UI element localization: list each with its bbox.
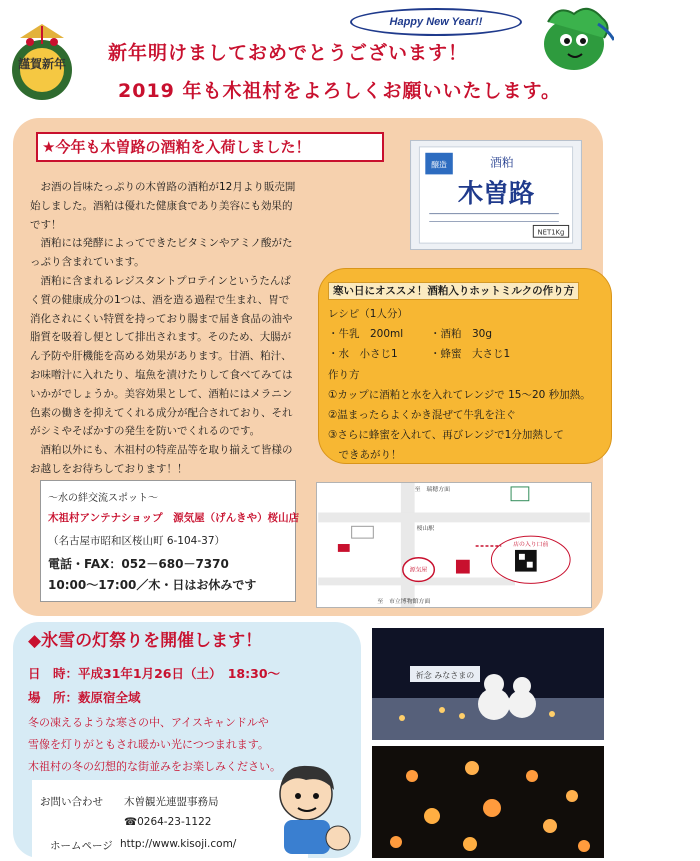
greeting-line-1: 新年明けましておめでとうございます！ bbox=[108, 42, 469, 64]
map-bottom-label: 至 市立博物館方面 bbox=[377, 599, 431, 606]
map-station-label: 桜山駅 bbox=[416, 526, 435, 533]
sakekasu-title: ★今年も木曽路の酒粕を入荷しました！ bbox=[36, 132, 384, 162]
greeting-line-2: 2019 年も木祖村をよろしくお願いいたします。 bbox=[118, 80, 561, 102]
shop-phone: 電話・FAX：052－680－7370 bbox=[48, 557, 229, 571]
mascot-boy-icon bbox=[262, 760, 362, 858]
inquiry-label: お問い合わせ bbox=[40, 796, 103, 808]
shop-map bbox=[316, 482, 592, 608]
sakekasu-product-photo bbox=[410, 140, 582, 250]
sakekasu-paragraph: お酒の旨味たっぷりの木曽路の酒粕が12月より販売開始しました。酒粕は優れた健康食であり美容にも効果的です！ bbox=[30, 181, 296, 231]
shop-address: （名古屋市昭和区桜山町 6-104-37） bbox=[48, 535, 225, 547]
product-stamp: 醸造 bbox=[431, 160, 447, 170]
festival-desc: 雪像を灯りがともされ暖かい光につつまれます。 bbox=[28, 738, 269, 751]
recipe-content bbox=[328, 281, 591, 466]
method-label: 作り方 bbox=[328, 368, 360, 381]
map-shop-label: 源気屋 bbox=[409, 567, 428, 574]
homepage-url[interactable]: http://www.kisoji.com/ bbox=[120, 838, 237, 850]
recipe-step: できあがり！ bbox=[328, 449, 402, 462]
ingredient-row bbox=[328, 344, 591, 364]
ingredient: ・蜂蜜 大さじ1 bbox=[430, 348, 511, 361]
ingredient: ・水 小さじ1 bbox=[328, 348, 398, 361]
festival-desc: 冬の凍えるような寒さの中、アイスキャンドルや bbox=[28, 716, 269, 729]
ingredient-row bbox=[328, 324, 591, 344]
new-year-wreath-icon bbox=[6, 22, 78, 108]
shop-name: 木祖村アンテナショップ 源気屋（げんきや）桜山店 bbox=[48, 512, 300, 524]
snow-sculpture-photo bbox=[372, 628, 604, 740]
sakekasu-paragraph: 酒粕以外にも、木祖村の特産品等を取り揃えて皆様のお越しをお待ちしております！！ bbox=[30, 444, 293, 475]
mascot-icon bbox=[528, 4, 614, 74]
shop-hours: 10:00～17:00／木・日はお休みです bbox=[48, 578, 257, 592]
festival-date: 日 時：平成31年1月26日（土） 18:30～ bbox=[28, 666, 281, 681]
happy-new-year-bubble: Happy New Year!! bbox=[350, 8, 522, 36]
recipe-step: ③さらに蜂蜜を入れて、再びレンジで1分加熱して bbox=[328, 429, 564, 442]
recipe-step: ②温まったらよくかき混ぜて牛乳を注ぐ bbox=[328, 409, 516, 422]
office-name: 木曽観光連盟事務局 bbox=[124, 796, 219, 808]
wreath-text: 謹賀新年 bbox=[17, 57, 67, 71]
recipe-title: 寒い日にオススメ！酒粕入りホットミルクの作り方 bbox=[328, 282, 579, 300]
sakekasu-paragraph: 酒粕に含まれるレジスタントプロテインというたんぱく質の健康成分の1つは、酒を造る過程で生まれ、胃で消化されにくい特質を持っており腸まで届き食品の油や脂質を吸着し便として排出されます。そのため、大腸がん予防や肝機能を高める効果があります。甘酒、粕汁、お味噌汁に入れたり、塩魚を漬けたりして食べてみてはいかがでしょうか。美容効果として、酒粕にはメラニン色素の働きを抑えてくれる成分が配合されており、それがシミやそばかすの発生を防いでくれるのです。 bbox=[30, 274, 293, 438]
ingredient: ・酒粕 30g bbox=[430, 328, 493, 341]
contact-phone: ☎0264-23-1122 bbox=[124, 816, 212, 828]
product-label-top: 酒粕 bbox=[490, 155, 514, 170]
sakekasu-body bbox=[30, 178, 298, 479]
recipe-label: レシピ（1人分） bbox=[328, 308, 408, 320]
homepage-label: ホームページ bbox=[50, 840, 113, 852]
festival-place: 場 所：薮原宿全域 bbox=[28, 690, 141, 705]
spot-heading: ～水の絆交流スポット～ bbox=[48, 493, 158, 504]
map-top-label: 至 瑞穂方面 bbox=[414, 486, 450, 493]
ingredient: ・牛乳 200ml bbox=[328, 328, 404, 341]
sakekasu-paragraph: 酒粕には発酵によってできたビタミンやアミノ酸がたっぷり含まれています。 bbox=[30, 237, 293, 269]
product-weight: NET1Kg bbox=[537, 228, 565, 237]
ice-candle-photo bbox=[372, 746, 604, 858]
map-qr-caption: 店の入り口前 bbox=[513, 541, 549, 548]
recipe-step: ①カップに酒粕と水を入れてレンジで 15～20 秒加熱。 bbox=[328, 388, 591, 401]
festival-desc: 木祖村の冬の幻想的な街並みをお楽しみください。 bbox=[28, 760, 281, 773]
product-brand: 木曽路 bbox=[457, 178, 535, 209]
festival-title: ◆氷雪の灯祭りを開催します！ bbox=[28, 631, 263, 651]
festival-sign: 祈念 みなさまの bbox=[415, 671, 475, 680]
